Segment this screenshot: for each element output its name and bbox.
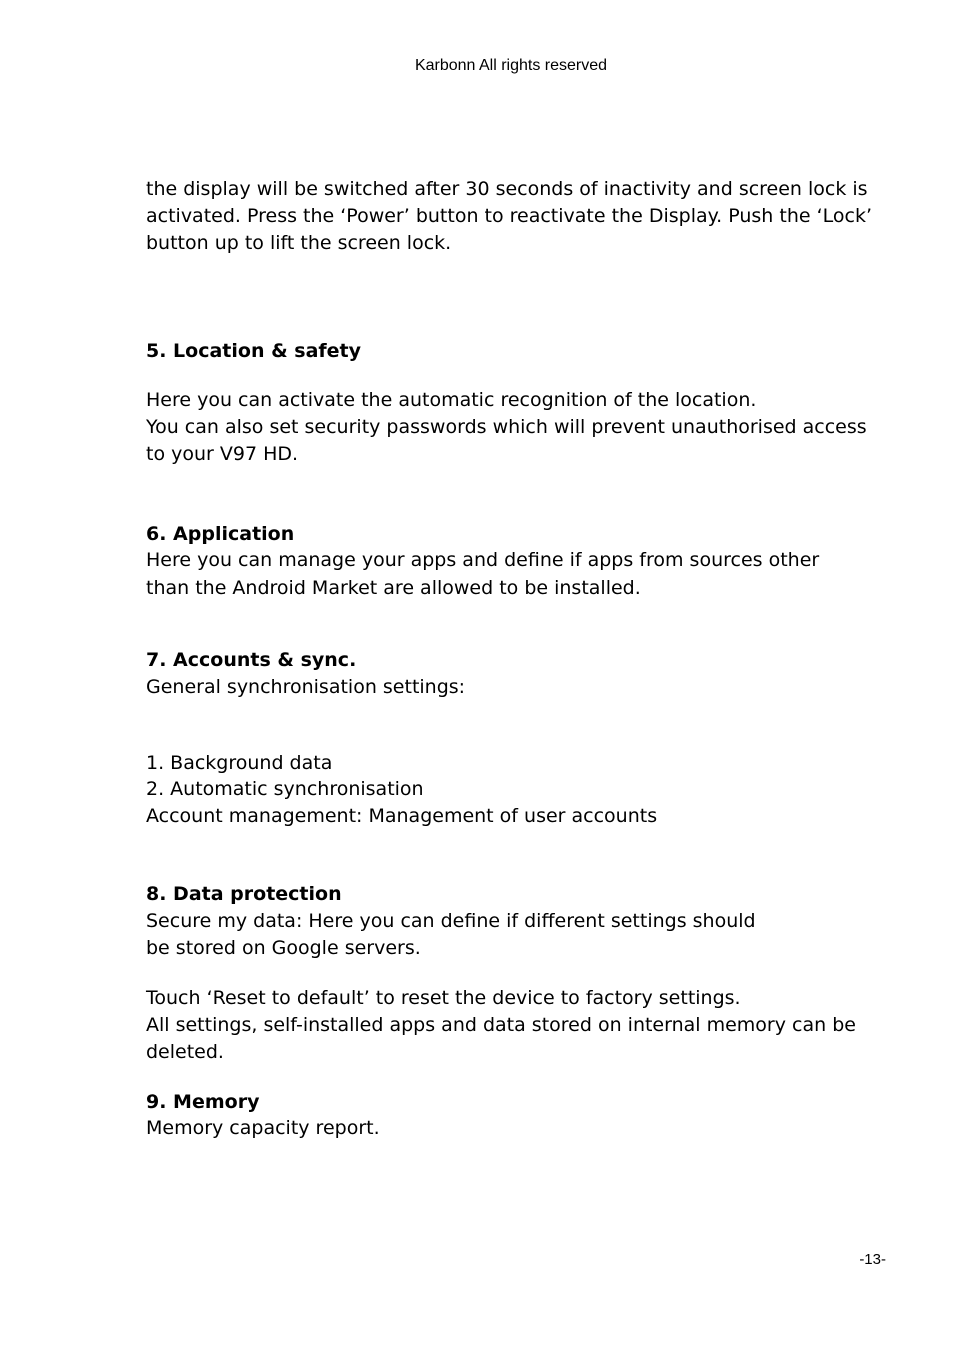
body-text-line: button up to lift the screen lock.: [146, 232, 452, 254]
body-text-line: Memory capacity report.: [146, 1117, 380, 1139]
page-header: Karbonn All rights reserved: [414, 57, 608, 74]
section-heading-application: 6. Application: [146, 523, 295, 545]
body-text-line: Touch ‘Reset to default’ to reset the device to factory settings.: [146, 987, 741, 1009]
body-text-line: All settings, self-installed apps and data stored on internal memory can be: [146, 1014, 856, 1036]
body-text-line: the display will be switched after 30 seconds of inactivity and screen lock is: [146, 178, 868, 200]
body-text-line: You can also set security passwords which will prevent unauthorised access: [146, 416, 867, 438]
body-text-line: deleted.: [146, 1041, 224, 1063]
section-heading-memory: 9. Memory: [146, 1091, 260, 1113]
body-text-line: activated. Press the ‘Power’ button to reactivate the Display. Push the ‘Lock’: [146, 205, 872, 227]
section-heading-accounts-sync: 7. Accounts & sync.: [146, 649, 357, 671]
body-text-line: Here you can manage your apps and define if apps from sources other: [146, 549, 820, 571]
body-text-line: than the Android Market are allowed to be installed.: [146, 577, 641, 599]
body-text-line: be stored on Google servers.: [146, 937, 421, 959]
body-text-line: General synchronisation settings:: [146, 676, 466, 698]
list-item: 2. Automatic synchronisation: [146, 778, 424, 800]
section-heading-data-protection: 8. Data protection: [146, 883, 342, 905]
body-text-line: Account management: Management of user accounts: [146, 805, 658, 827]
body-text-line: to your V97 HD.: [146, 443, 299, 465]
page-number: -13-: [859, 1251, 886, 1268]
list-item: 1. Background data: [146, 752, 333, 774]
section-heading-location-safety: 5. Location & safety: [146, 340, 362, 362]
body-text-line: Here you can activate the automatic recognition of the location.: [146, 389, 757, 411]
body-text-line: Secure my data: Here you can define if different settings should: [146, 910, 756, 932]
